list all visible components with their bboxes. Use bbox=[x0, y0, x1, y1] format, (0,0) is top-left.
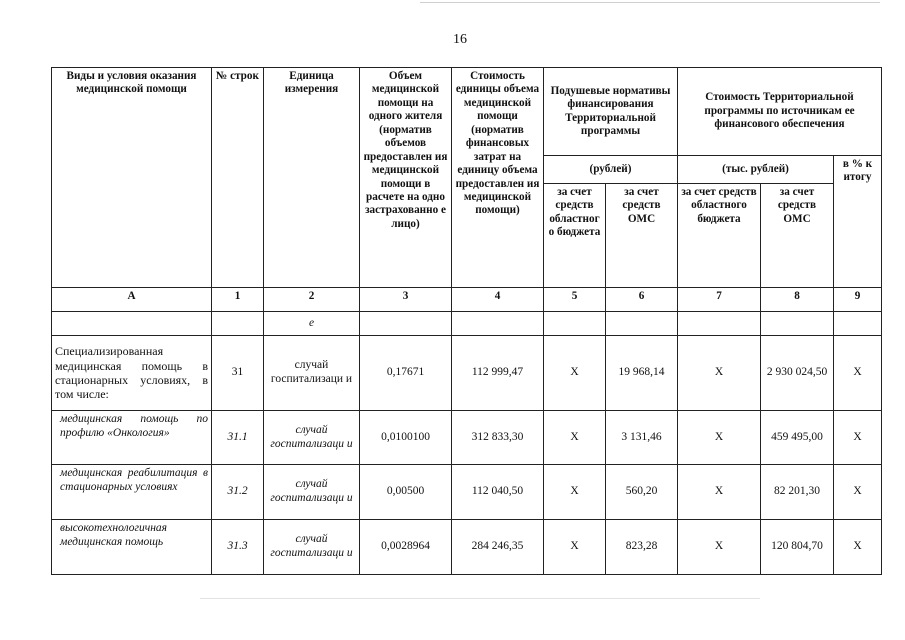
row-col9: Х bbox=[834, 411, 882, 465]
row-cost: 312 833,30 bbox=[452, 411, 544, 465]
row-unit: случай госпитализаци и bbox=[264, 465, 360, 520]
page-number: 16 bbox=[453, 32, 467, 47]
header-row-1 bbox=[52, 68, 882, 156]
row-col7: Х bbox=[678, 520, 761, 575]
row-volume: 0,0028964 bbox=[360, 520, 452, 575]
header-col-9: в % к итогу bbox=[834, 156, 882, 288]
row-col7: Х bbox=[678, 465, 761, 520]
row-cost: 112 040,50 bbox=[452, 465, 544, 520]
row-name: медицинская реабилитация в стационарных условиях bbox=[52, 465, 212, 520]
index-cell: 2 bbox=[264, 288, 360, 312]
row-line-number: 31.1 bbox=[212, 411, 264, 465]
row-col6: 823,28 bbox=[606, 520, 678, 575]
index-cell: А bbox=[52, 288, 212, 312]
row-col9: Х bbox=[834, 520, 882, 575]
row-col5: Х bbox=[544, 520, 606, 575]
row-col6: 560,20 bbox=[606, 465, 678, 520]
row-col6: 19 968,14 bbox=[606, 336, 678, 411]
index-cell: 1 bbox=[212, 288, 264, 312]
index-cell: 7 bbox=[678, 288, 761, 312]
table-row bbox=[52, 465, 882, 520]
table-row bbox=[52, 520, 882, 575]
row-col9: Х bbox=[834, 465, 882, 520]
index-cell: 3 bbox=[360, 288, 452, 312]
row-cost: 112 999,47 bbox=[452, 336, 544, 411]
index-cell: 5 bbox=[544, 288, 606, 312]
row-cost: 284 246,35 bbox=[452, 520, 544, 575]
row-line-number: 31 bbox=[212, 336, 264, 411]
row-col8: 2 930 024,50 bbox=[761, 336, 834, 411]
scan-artifact-top bbox=[420, 2, 880, 3]
header-col-4: Стоимость единицы объема медицинской помощи (норматив финансовых затрат на единицу объема предоставлен ия медицинской помощи) bbox=[452, 68, 544, 288]
header-col-7: за счет средств областного бюджета bbox=[678, 184, 761, 288]
row-volume: 0,17671 bbox=[360, 336, 452, 411]
header-col-6: за счет средств ОМС bbox=[606, 184, 678, 288]
row-col5: Х bbox=[544, 336, 606, 411]
row-col9: Х bbox=[834, 336, 882, 411]
row-col6: 3 131,46 bbox=[606, 411, 678, 465]
row-col5: Х bbox=[544, 465, 606, 520]
row-unit: случай госпитализаци и bbox=[264, 336, 360, 411]
row-col8: 459 495,00 bbox=[761, 411, 834, 465]
header-col-a: Виды и условия оказания медицинской помощи bbox=[52, 68, 212, 288]
row-col8: 120 804,70 bbox=[761, 520, 834, 575]
table-row bbox=[52, 336, 882, 411]
header-col-8: за счет средств ОМС bbox=[761, 184, 834, 288]
row-line-number: 31.2 bbox=[212, 465, 264, 520]
financing-table bbox=[51, 67, 882, 575]
row-unit: случай госпитализаци и bbox=[264, 520, 360, 575]
row-volume: 0,0100100 bbox=[360, 411, 452, 465]
table-row bbox=[52, 411, 882, 465]
row-unit: случай госпитализаци и bbox=[264, 411, 360, 465]
index-row bbox=[52, 288, 882, 312]
row-name: медицинская помощь по профилю «Онкология» bbox=[52, 411, 212, 465]
header-col-5: за счет средств областног о бюджета bbox=[544, 184, 606, 288]
index-cell: 6 bbox=[606, 288, 678, 312]
header-group-per-capita: Подушевые нормативы финансирования Территориальной программы bbox=[544, 68, 678, 156]
index-cell: 8 bbox=[761, 288, 834, 312]
row-col8: 82 201,30 bbox=[761, 465, 834, 520]
header-rub: (рублей) bbox=[544, 156, 678, 184]
scan-artifact-bottom bbox=[200, 598, 760, 599]
header-col-2: Единица измерения bbox=[264, 68, 360, 288]
row-col5: Х bbox=[544, 411, 606, 465]
index-cell: 4 bbox=[452, 288, 544, 312]
row-col7: Х bbox=[678, 411, 761, 465]
header-tys-rub: (тыс. рублей) bbox=[678, 156, 834, 184]
fragment-row bbox=[52, 312, 882, 336]
header-group-program-cost: Стоимость Территориальной программы по источникам ее финансового обеспечения bbox=[678, 68, 882, 156]
header-col-1: № строк bbox=[212, 68, 264, 288]
row-volume: 0,00500 bbox=[360, 465, 452, 520]
row-col7: Х bbox=[678, 336, 761, 411]
fragment-text: е bbox=[264, 312, 360, 336]
index-cell: 9 bbox=[834, 288, 882, 312]
row-line-number: 31.3 bbox=[212, 520, 264, 575]
row-name: Специализированная медицинская помощь в стационарных условиях, в том числе: bbox=[52, 336, 212, 411]
row-name: высокотехнологичная медицинская помощь bbox=[52, 520, 212, 575]
header-col-3: Объем медицинской помощи на одного жителя (норматив объемов предоставлен ия медицинской помощи в расчете на одно застрахованно е лицо) bbox=[360, 68, 452, 288]
